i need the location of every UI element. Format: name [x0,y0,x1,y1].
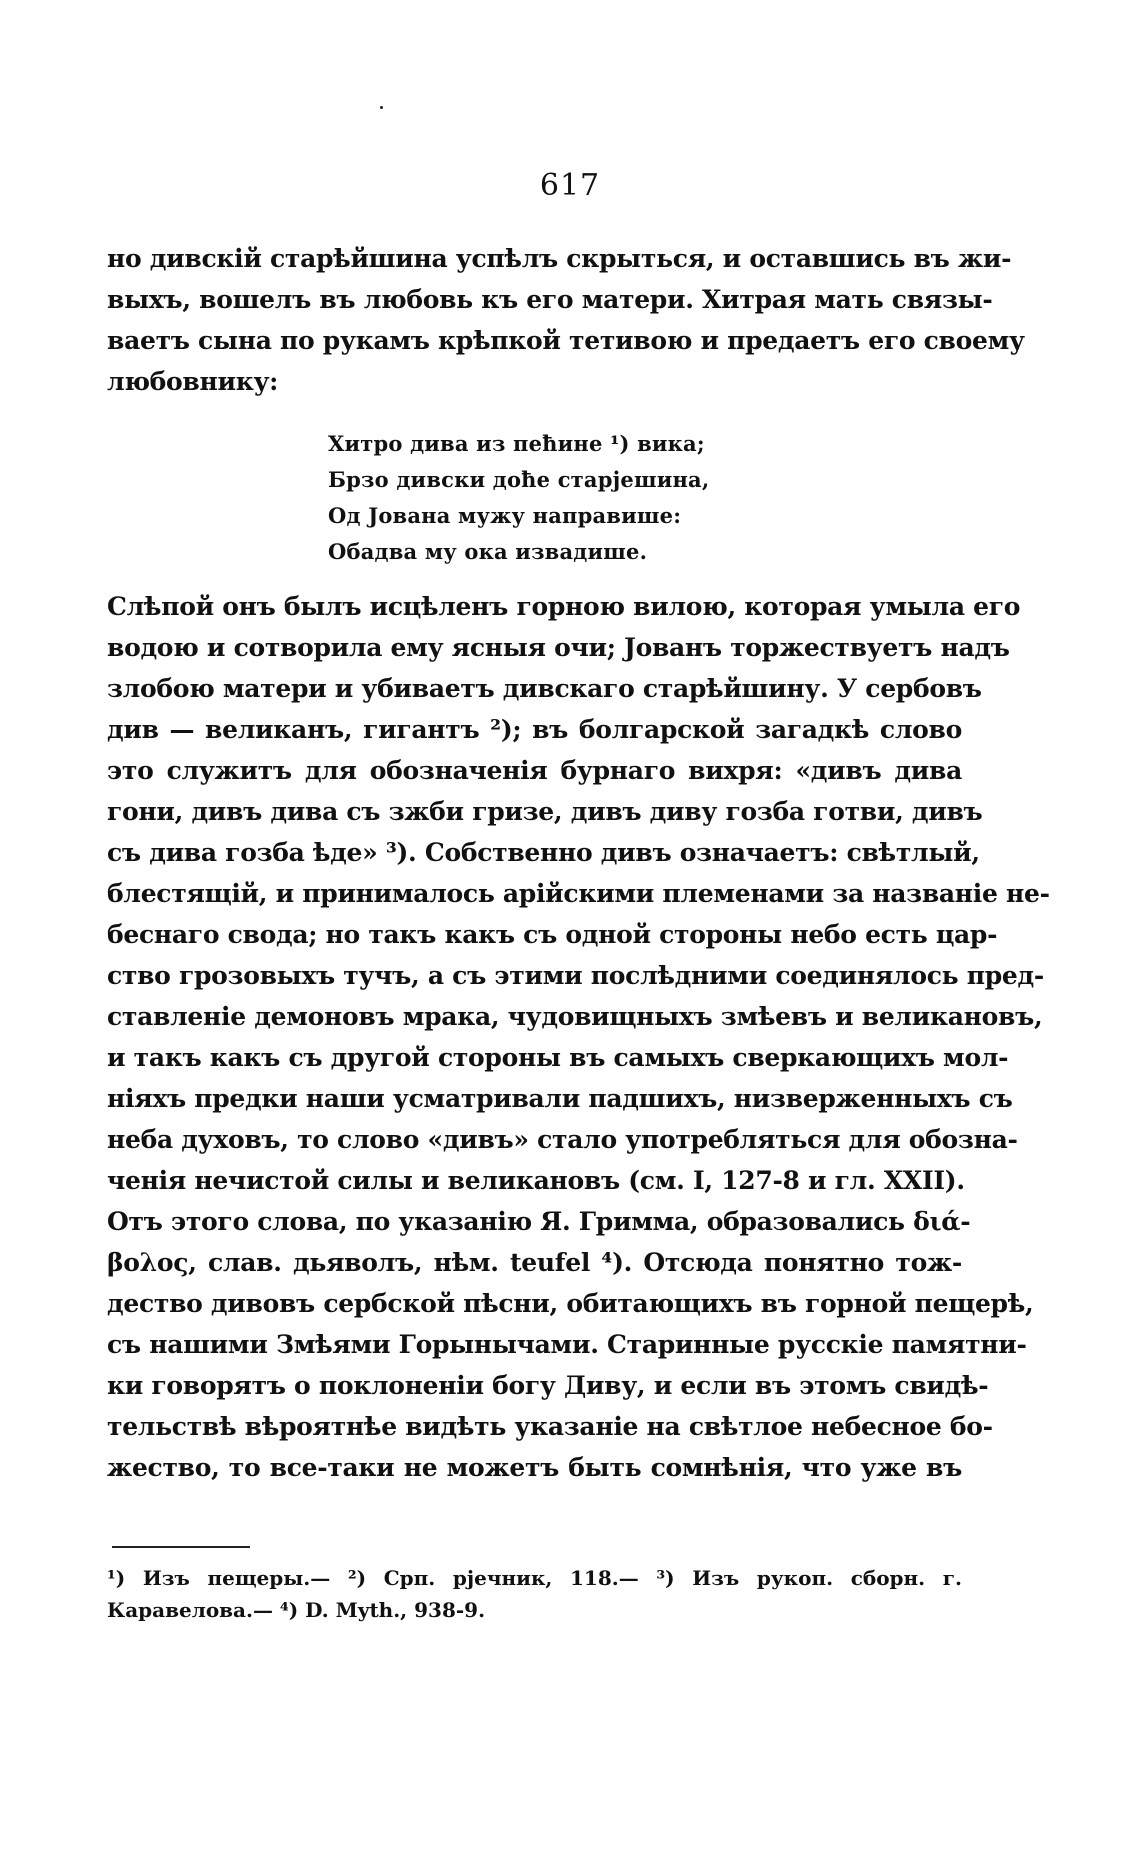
text-line: выхъ, вошелъ въ любовь къ его матери. Хитрая мать связы- [107,285,993,314]
text-line: любовнику: [107,367,279,396]
poem-line: Хитро дива из пеħине ¹) вика; [328,431,705,456]
text-line: ство грозовыхъ тучъ, а съ этими послѣдними соединялось пред- [107,961,1044,990]
text-line: ченія нечистой силы и великановъ (см. I, 127-8 и гл. XXII). [107,1166,965,1195]
text-line: беснаго свода; но такъ какъ съ одной стороны небо есть цар- [107,920,998,949]
text-line: это служитъ для обозначенія бурнаго вихря: «дивъ дива [107,756,962,785]
text-line: и такъ какъ съ другой стороны въ самыхъ сверкающихъ мол- [107,1043,1009,1072]
footnote-divider [112,1546,250,1548]
paragraph-1 [107,238,1025,402]
text-line: гони, дивъ дива съ зжби гризе, дивъ диву гозба готви, дивъ [107,797,983,826]
text-line: тельствѣ вѣроятнѣе видѣть указаніе на свѣтлое небесное бо- [107,1412,993,1441]
page-number: 617 [539,168,601,203]
text-line: дество дивовъ сербской пѣсни, обитающихъ въ горной пещерѣ, [107,1289,1034,1318]
poem-line: Обадва му ока извадише. [328,539,648,564]
text-line: съ дива гозба ѣде» ³). Собственно дивъ означаетъ: свѣтлый, [107,838,980,867]
text-line: ки говорятъ о поклоненіи богу Диву, и если въ этомъ свидѣ- [107,1371,989,1400]
text-line: ваетъ сына по рукамъ крѣпкой тетивою и предаетъ его своему [107,326,1025,355]
text-line: Слѣпой онъ былъ исцѣленъ горною вилою, которая умыла его [107,592,1021,621]
text-line: съ нашими Змѣями Горынычами. Старинные русскіе памятни- [107,1330,1027,1359]
text-line: злобою матери и убиваетъ дивскаго старѣйшину. У сербовъ [107,674,982,703]
text-line: но дивскій старѣйшина успѣлъ скрыться, и оставшись въ жи- [107,244,1012,273]
text-line: βολος, слав. дьяволъ, нѣм. teufel ⁴). Отсюда понятно тож- [107,1248,962,1277]
text-line: див — великанъ, гигантъ ²); въ болгарской загадкѣ слово [107,715,962,744]
print-speck [380,106,383,109]
poem-quote [328,426,709,570]
paragraph-2 [107,586,1050,1488]
footnotes [107,1562,962,1626]
text-line: жество, то все-таки не можетъ быть сомнѣнія, что уже въ [107,1453,962,1482]
footnote-line: Каравелова.— ⁴) D. Myth., 938-9. [107,1598,486,1622]
text-line: Отъ этого слова, по указанію Я. Гримма, образовались διά- [107,1207,971,1236]
text-line: неба духовъ, то слово «дивъ» стало употребляться для обозна- [107,1125,1018,1154]
text-line: блестящій, и принималось арійскими племенами за названіе не- [107,879,1050,908]
text-line: ніяхъ предки наши усматривали падшихъ, низверженныхъ съ [107,1084,1013,1113]
poem-line: Брзо дивски доħе старјешина, [328,467,710,492]
footnote-line: ¹) Изъ пещеры.— ²) Срп. рјечник, 118.— ³) Изъ рукоп. сборн. г. [107,1566,962,1590]
text-line: ставленіе демоновъ мрака, чудовищныхъ змѣевъ и великановъ, [107,1002,1043,1031]
text-line: водою и сотворила ему ясныя очи; Јованъ торжествуетъ надъ [107,633,1010,662]
poem-line: Од Јована мужу направише: [328,503,682,528]
